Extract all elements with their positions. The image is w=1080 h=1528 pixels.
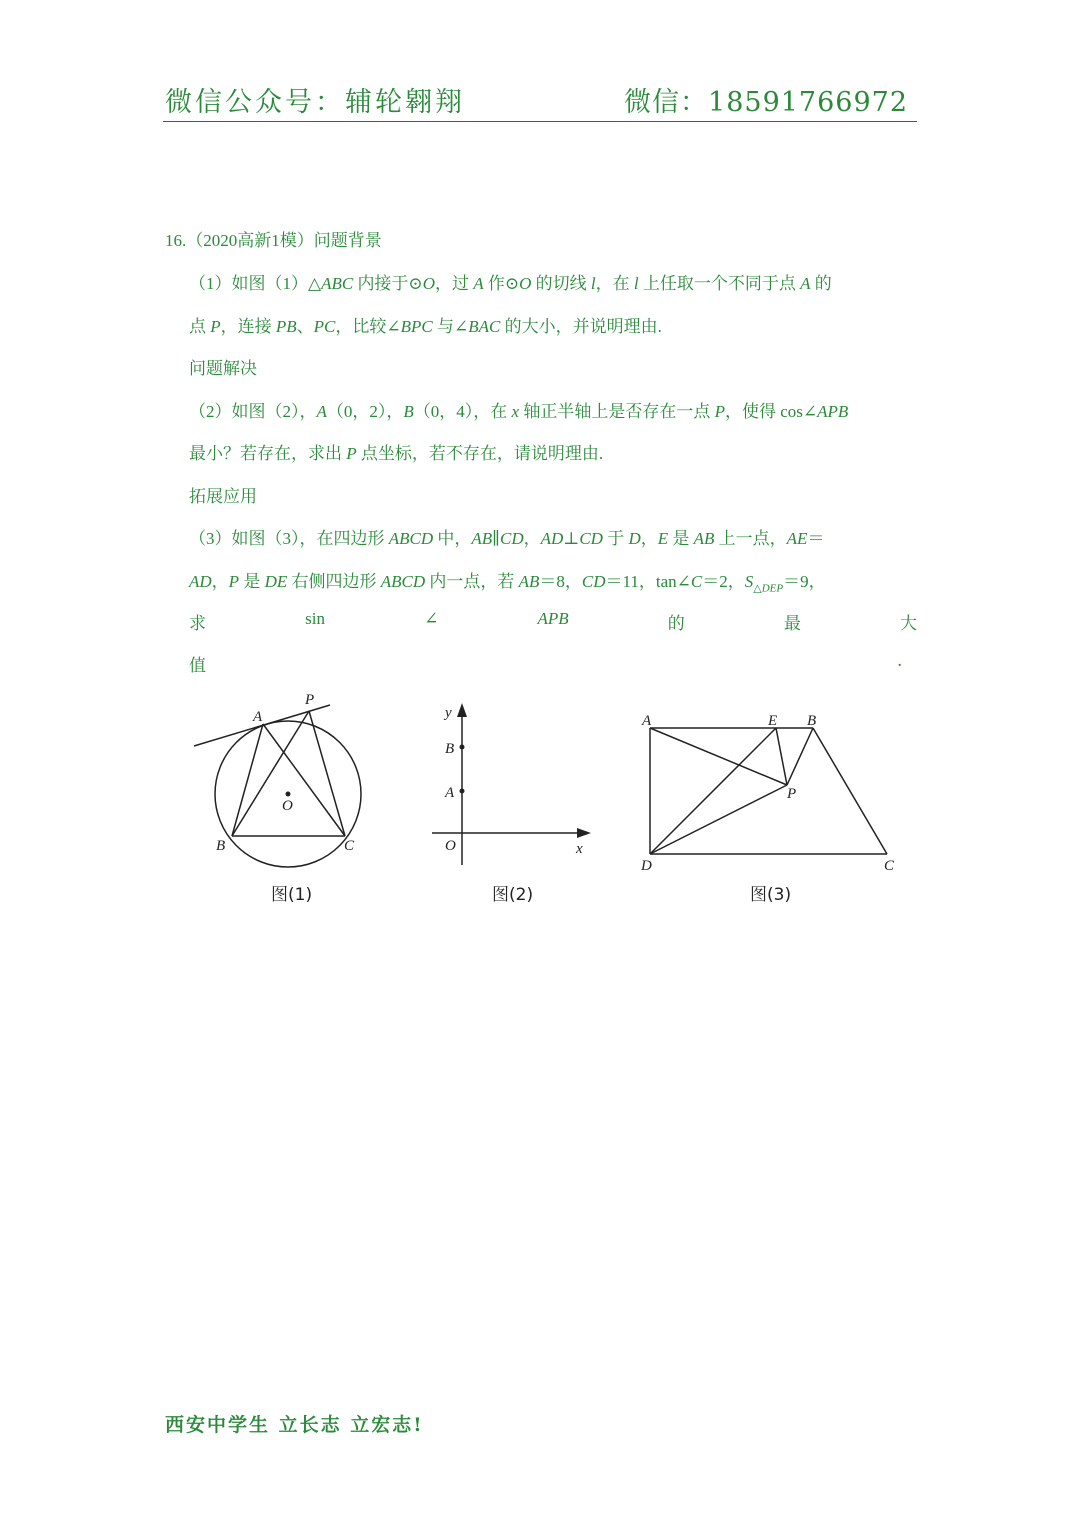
x-axis-arrow	[577, 828, 591, 838]
math: l	[590, 274, 596, 293]
math: PB	[275, 317, 297, 336]
segment-pc	[309, 711, 345, 836]
segment-bp	[787, 728, 813, 785]
text: 是	[668, 529, 694, 548]
math: P	[714, 402, 725, 421]
text: （0，4），在	[413, 402, 512, 421]
footer-slogan: 西安中学生 立长志 立宏志!	[165, 1414, 424, 1436]
figure-3	[635, 705, 905, 877]
text: （3）如图（3），在四边形	[189, 529, 389, 548]
text: ，使得 cos∠	[724, 402, 818, 421]
word: sin	[305, 609, 325, 628]
figure-2	[425, 695, 600, 870]
part1-line1	[189, 269, 832, 294]
label-c: C	[884, 858, 895, 874]
part2-line1	[189, 397, 848, 422]
math: AE	[786, 529, 808, 548]
math: A	[473, 274, 484, 293]
math: S	[744, 572, 754, 591]
math: l	[633, 274, 639, 293]
text: 的切线	[531, 274, 591, 293]
text: （1）如图（1）△	[189, 274, 322, 293]
text: 右侧四边形	[287, 572, 381, 591]
text: 内一点，若	[425, 572, 519, 591]
label-b: B	[445, 741, 455, 757]
label-b: B	[216, 838, 226, 854]
math: P	[210, 317, 221, 336]
text: ，	[211, 572, 229, 591]
text: 点坐标，若不存在，请说明理由.	[356, 444, 604, 463]
label-p: P	[787, 786, 797, 802]
label-d: D	[641, 858, 652, 874]
text: ，过	[434, 274, 474, 293]
label-o: O	[282, 798, 293, 814]
label-p: P	[305, 692, 315, 708]
math: CD	[500, 529, 524, 548]
text: 是	[239, 572, 265, 591]
segment-bc	[813, 728, 887, 854]
text: ，比较∠	[335, 317, 401, 336]
part3-line1	[189, 524, 824, 549]
math: AB	[518, 572, 540, 591]
text: （2）如图（2），	[189, 402, 317, 421]
math: APB	[817, 402, 849, 421]
math: CD	[579, 529, 603, 548]
label-c: C	[344, 838, 355, 854]
y-axis-arrow	[457, 703, 467, 717]
math: x	[511, 402, 520, 421]
math: AB	[471, 529, 493, 548]
header-wechat-id: 微信：18591766972	[624, 87, 908, 118]
math: DE	[264, 572, 288, 591]
period: .	[897, 651, 903, 671]
math: C	[690, 572, 703, 591]
center-dot	[286, 792, 291, 797]
segment-ep	[776, 728, 787, 785]
part1-line2	[189, 312, 662, 337]
text: 最小？若存在，求出	[189, 444, 347, 463]
math: ABCD	[388, 529, 434, 548]
text: （0，2），	[326, 402, 404, 421]
math: AD	[540, 529, 564, 548]
figure-2-caption: 图(2)	[492, 885, 534, 905]
math-subscript: △DEP	[753, 582, 784, 595]
math: O	[519, 274, 532, 293]
math: O	[422, 274, 435, 293]
text: 点	[189, 317, 211, 336]
math: BAC	[468, 317, 501, 336]
math: AB	[693, 529, 715, 548]
math: CD	[581, 572, 606, 591]
math: P	[228, 572, 240, 591]
heading-extension: 拓展应用	[189, 487, 257, 506]
figure-1	[190, 688, 370, 868]
math: BPC	[400, 317, 433, 336]
part3-line2	[189, 567, 826, 594]
math: D	[628, 529, 641, 548]
heading-problem-solving: 问题解决	[189, 359, 257, 378]
text: 与∠	[432, 317, 469, 336]
math: E	[657, 529, 669, 548]
label-y: y	[445, 705, 452, 721]
segment-de	[650, 728, 776, 854]
header-wechat-account: 微信公众号：辅轮翱翔	[165, 87, 465, 118]
label-e: E	[768, 713, 778, 729]
math: B	[403, 402, 414, 421]
segment-ab	[232, 724, 263, 836]
text: ＝8，	[539, 572, 582, 591]
text: 的大小，并说明理由.	[500, 317, 662, 336]
text: 上任取一个不同于点	[638, 274, 801, 293]
word: 求	[189, 614, 206, 633]
text: 、	[296, 317, 314, 336]
text: 于	[602, 529, 629, 548]
part3-line4: 值	[189, 656, 206, 675]
header-divider	[163, 121, 917, 122]
text: ，	[640, 529, 658, 548]
math: A	[316, 402, 327, 421]
point-a-dot	[460, 789, 465, 794]
part2-line2	[189, 439, 603, 464]
text: ＝2，	[702, 572, 745, 591]
label-x: x	[576, 841, 583, 857]
text: ，	[523, 529, 541, 548]
question-number: 16.	[165, 231, 187, 250]
segment-dp	[650, 785, 787, 854]
label-a: A	[642, 713, 652, 729]
text: 内接于⊙	[353, 274, 423, 293]
text: ⊥	[563, 529, 580, 548]
text: 作⊙	[483, 274, 520, 293]
math: ABC	[321, 274, 354, 293]
math: ABCD	[380, 572, 426, 591]
text: ，在	[595, 274, 634, 293]
word: ∠	[424, 609, 439, 628]
part3-line3	[189, 609, 917, 634]
text: 中，	[433, 529, 472, 548]
text: 上一点，	[714, 529, 787, 548]
figure-3-caption: 图(3)	[750, 885, 792, 905]
math: AD	[189, 572, 212, 591]
point-b-dot	[460, 745, 465, 750]
text: 轴正半轴上是否存在一点	[519, 402, 715, 421]
math: P	[346, 444, 357, 463]
text: ＝11，tan∠	[605, 572, 691, 591]
text: 的	[810, 274, 832, 293]
question-source: （2020高新1模）问题背景	[186, 231, 382, 250]
word: 的	[667, 614, 685, 633]
text: ，连接	[220, 317, 276, 336]
question-title	[165, 226, 382, 251]
segment-pb	[232, 711, 309, 836]
word: 最	[783, 614, 801, 633]
text: ∥	[492, 529, 501, 548]
label-a: A	[253, 709, 263, 725]
text: ＝9，	[783, 572, 826, 591]
label-o: O	[445, 838, 456, 854]
text: ＝	[807, 529, 825, 548]
label-b: B	[807, 713, 817, 729]
figure-1-caption: 图(1)	[271, 885, 313, 905]
math: A	[800, 274, 811, 293]
word: 大	[900, 614, 917, 633]
word: APB	[537, 609, 569, 628]
math: PC	[313, 317, 336, 336]
segment-ac	[263, 724, 345, 836]
label-a: A	[445, 785, 455, 801]
